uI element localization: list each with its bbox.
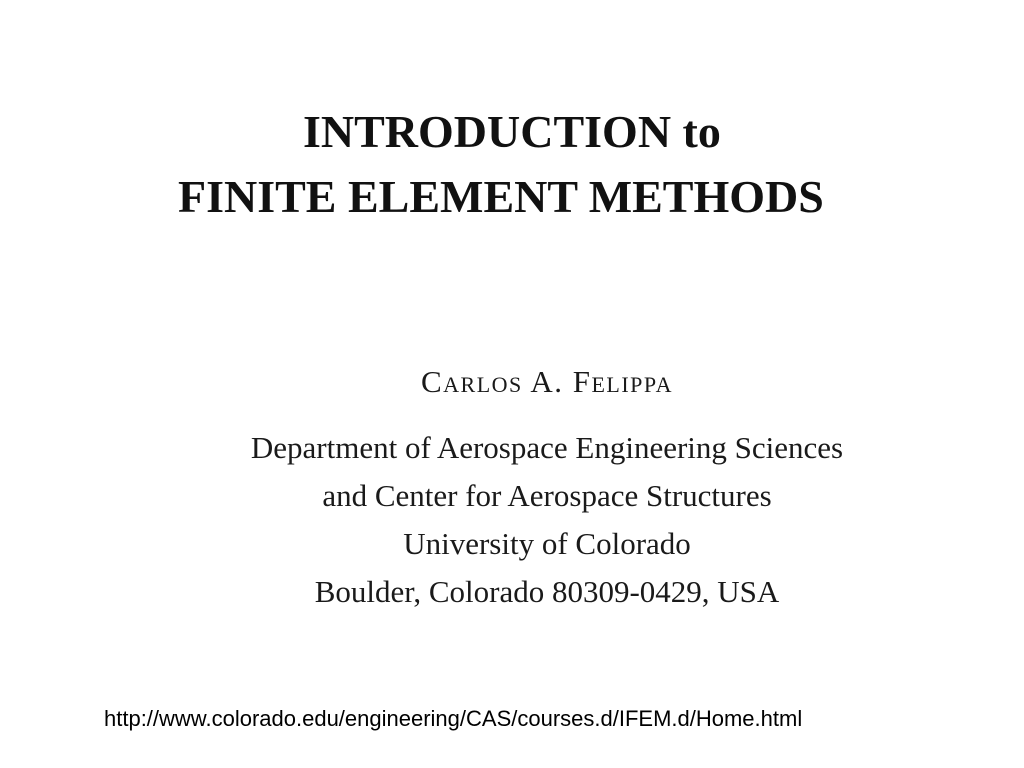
title-line-1: INTRODUCTION to — [303, 106, 721, 157]
course-url-link[interactable]: http://www.colorado.edu/engineering/CAS/courses.d/IFEM.d/Home.html — [104, 706, 803, 731]
affiliation-line-1: Department of Aerospace Engineering Sciences — [250, 430, 844, 465]
author-name: Carlos A. Felippa — [420, 364, 673, 399]
affiliation-line-3: University of Colorado — [403, 526, 691, 561]
affiliation-line-4: Boulder, Colorado 80309-0429, USA — [314, 574, 780, 609]
affiliation-line-2: and Center for Aerospace Structures — [322, 478, 772, 513]
title-line-2: FINITE ELEMENT METHODS — [178, 171, 824, 222]
